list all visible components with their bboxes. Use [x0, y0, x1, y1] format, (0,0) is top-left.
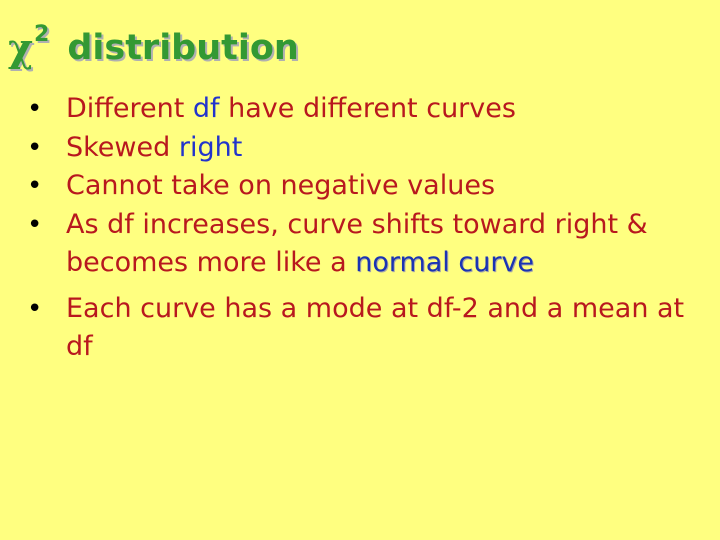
bullet-dot: •	[27, 94, 43, 124]
bullet-item	[0, 206, 720, 283]
bullet-text: Skewed	[66, 131, 179, 163]
chi-symbol: χ	[8, 25, 33, 70]
bullet-dot: •	[27, 209, 43, 240]
title-text: distribution	[67, 28, 299, 68]
bullet-text: Different	[66, 93, 193, 124]
bullet-dot: •	[27, 171, 43, 201]
bullet-item	[0, 290, 720, 367]
bullet-text: Each curve has a mode at df-2 and a mean at df	[66, 292, 685, 362]
bullet-item	[0, 129, 720, 168]
highlight-df: df	[192, 93, 220, 124]
bullet-dot: •	[27, 132, 43, 163]
bullet-text: have different curves	[219, 93, 516, 124]
bullet-text: Cannot take on negative values	[66, 170, 496, 201]
title-superscript: 2	[34, 22, 50, 47]
bullet-item	[0, 90, 720, 129]
slide-title	[8, 20, 299, 76]
bullet-dot: •	[27, 293, 43, 324]
highlight-right: right	[178, 131, 243, 163]
bullet-item	[0, 167, 720, 206]
highlight-normal-curve: normal curve	[355, 247, 535, 278]
bullet-text: As df increases, curve shifts toward right & becomes more like a	[66, 208, 648, 278]
bullet-list	[0, 90, 720, 367]
